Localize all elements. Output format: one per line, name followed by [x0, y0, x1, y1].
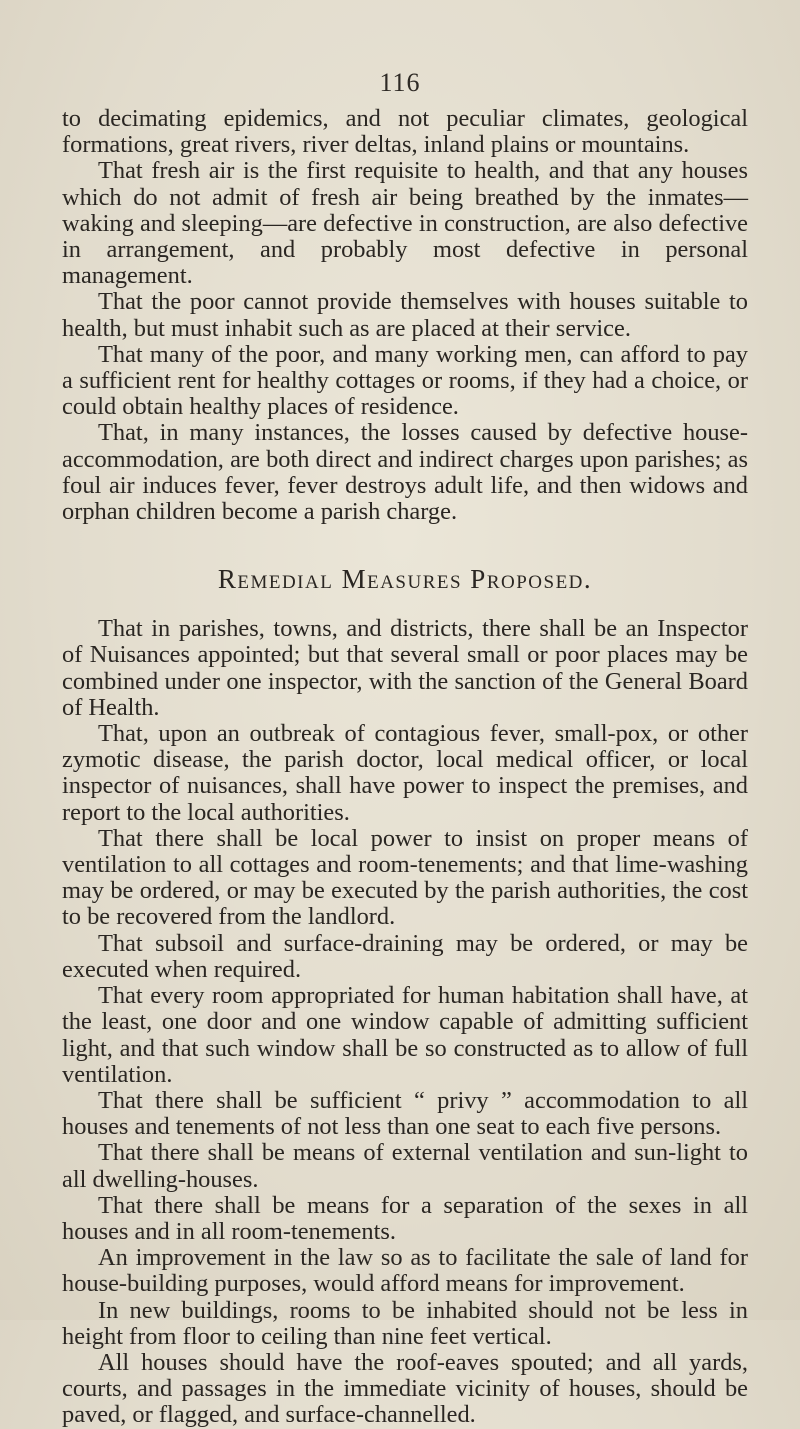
paragraph: That there shall be local power to insist on proper means of ventilation to all cottages and room-tenements; and that lime-washing may be ordered, or may be executed by the parish authorities, the cost to be recovered from the landlord.: [62, 824, 748, 931]
paragraph: That many of the poor, and many working men, can afford to pay a sufficient rent for healthy cottages or rooms, if they had a choice, or could obtain healthy places of residence.: [62, 340, 748, 421]
paragraph: That there shall be means for a separation of the sexes in all houses and in all room-tenements.: [62, 1191, 748, 1245]
paragraph: That, upon an outbreak of contagious fever, small-pox, or other zymotic disease, the parish doctor, local medical officer, or local inspector of nuisances, shall have power to inspect the premises, and report to the local authorities.: [62, 720, 748, 826]
paragraph: All houses should have the roof-eaves spouted; and all yards, courts, and passages in the immediate vicinity of houses, should be paved, or flagged, and surface-channelled.: [62, 1348, 748, 1429]
paragraph: to decimating epidemics, and not peculiar climates, geological formations, great rivers, river deltas, inland plains or mountains.: [62, 105, 748, 159]
page-number: 116: [379, 68, 421, 97]
section-heading: Remedial Measures Proposed.: [217, 564, 593, 595]
paragraph: That there shall be means of external ventilation and sun-light to all dwelling-houses.: [62, 1139, 748, 1193]
paragraph: That subsoil and surface-draining may be ordered, or may be executed when required.: [62, 929, 748, 983]
paragraph: An improvement in the law so as to facilitate the sale of land for house-building purposes, would afford means for improvement.: [62, 1244, 748, 1298]
paragraph: In new buildings, rooms to be inhabited should not be less in height from floor to ceiling than nine feet vertical.: [62, 1296, 748, 1350]
paragraph: That the poor cannot provide themselves with houses suitable to health, but must inhabit such as are placed at their service.: [62, 288, 748, 342]
paragraph: That, in many instances, the losses caused by defective house-accommodation, are both direct and indirect charges upon parishes; as foul air induces fever, fever destroys adult life, and then widows and orphan children become a parish charge.: [62, 419, 748, 526]
paragraph: That every room appropriated for human habitation shall have, at the least, one door and one window capable of admitting sufficient light, and that such window shall be so constructed as to allow of full ventilation.: [62, 982, 748, 1088]
paragraph: That in parishes, towns, and districts, there shall be an Inspector of Nuisances appointed; but that several small or poor places may be combined under one inspector, with the sanction of the General Board of Health.: [62, 615, 748, 721]
page-body: [62, 106, 748, 1429]
paragraph: That there shall be sufficient “ privy ” accommodation to all houses and tenements of not less than one seat to each five persons.: [62, 1086, 748, 1141]
paragraph: That fresh air is the first requisite to health, and that any houses which do not admit of fresh air being breathed by the inmates—waking and sleeping—are defective in construction, are also defective in arrangement, and probably most defective in personal management.: [62, 157, 748, 290]
